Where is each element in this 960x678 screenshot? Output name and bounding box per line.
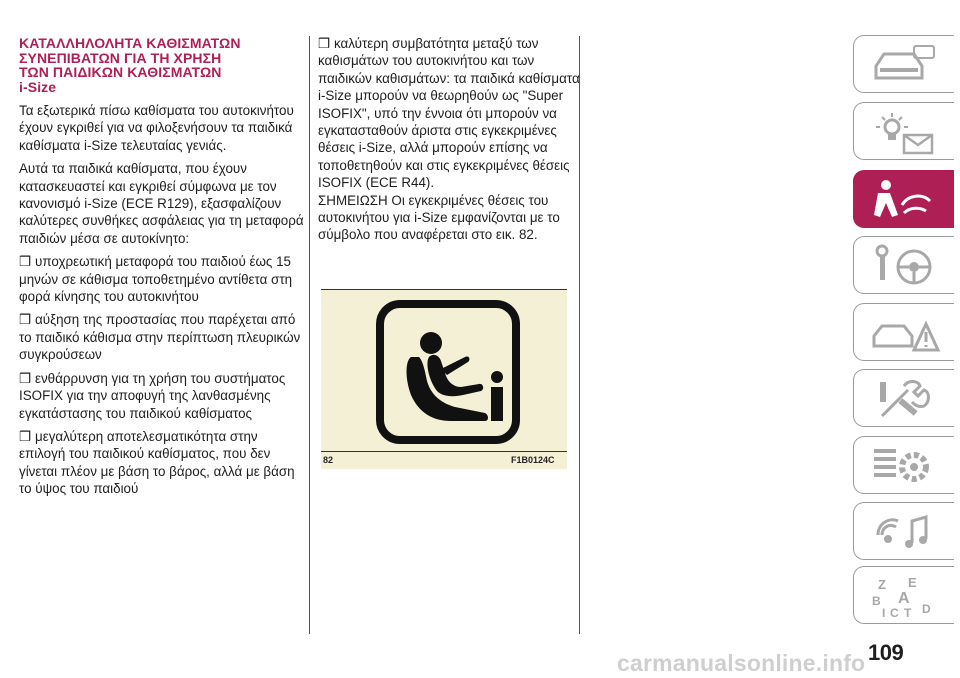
- car-accident-icon: [868, 310, 944, 356]
- car-dashboard-icon: [868, 42, 944, 88]
- bullet-text: καλύτερη συμβατότητα μεταξύ των καθισμάτων του αυτοκινήτου και των παιδικών καθισμάτων: τα παιδικά καθίσματα i-Size μπορούν να θεωρηθούν ως "Super ISOFIX", υπό την έννοια ότι μπορούν να εγκατασταθούν άριστα στις εγκεκριμένες θέσεις i-Size, αλλά μπορούν επίσης να τοποθετηθούν και στις εγκεκριμένες θέσεις ISOFIX (ECE R44).: [318, 36, 580, 191]
- paragraph: Τα εξωτερικά πίσω καθίσματα του αυτοκινήτου έχουν εγκριθεί για να φιλοξενήσουν τα παιδικά καθίσματα i-Size τελευταίας γενιάς.: [19, 103, 294, 153]
- tab-dashboard[interactable]: [853, 35, 954, 93]
- alphabetical-index-icon: [868, 573, 944, 619]
- figure-bottom-rule: [321, 451, 567, 452]
- bullet-text: μεγαλύτερη αποτελεσματικότητα στην επιλογή του παιδικού καθίσματος, που δεν γίνεται πλέον με βάση το βάρος, αλλά με βάση το ύψος του παιδιού: [19, 428, 295, 497]
- bullet-item: [19, 370, 304, 422]
- tab-multimedia[interactable]: [853, 502, 954, 560]
- airbag-seat-safety-icon: [868, 177, 944, 223]
- wrench-maintenance-icon: [868, 376, 944, 422]
- heading-line: ΤΩΝ ΠΑΙΔΙΚΩΝ ΚΑΘΙΣΜΑΤΩΝ: [19, 64, 222, 80]
- figure-number: 82: [323, 455, 334, 465]
- tab-starting-driving[interactable]: [853, 236, 954, 294]
- column-divider: [309, 36, 310, 634]
- page-number: 109: [868, 640, 904, 665]
- heading-line: i-Size: [19, 78, 57, 95]
- tab-index[interactable]: [853, 566, 954, 624]
- bullet-item: [19, 428, 304, 498]
- note-paragraph: ΣΗΜΕΙΩΣΗ Οι εγκεκριμένες θέσεις του αυτοκινήτου για i-Size εμφανίζονται με το σύμβολο που αναφέρεται στο εικ. 82.: [318, 192, 560, 243]
- figure-top-rule: [321, 289, 567, 290]
- watermark-text: carmanualsonline.info: [617, 650, 866, 676]
- svg-text:E: E: [908, 575, 917, 590]
- multimedia-music-icon: [868, 509, 944, 555]
- svg-text:D: D: [922, 602, 931, 616]
- heading-line: ΚΑΤΑΛΛΗΛΟΛΗΤΑ ΚΑΘΙΣΜΑΤΩΝ: [19, 35, 241, 51]
- bullet-item: [19, 311, 304, 363]
- text-column-left: [19, 102, 304, 504]
- bullet-box-icon: ❒: [19, 312, 32, 328]
- bullet-text: υποχρεωτική μεταφορά του παιδιού έως 15 μηνών σε κάθισμα τοποθετημένο αντίθετα στη φορά κίνησης του αυτοκινήτου: [19, 254, 293, 305]
- warning-lights-icon: [868, 109, 944, 155]
- tab-maintenance[interactable]: [853, 369, 954, 427]
- paragraph: Αυτά τα παιδικά καθίσματα, που έχουν κατασκευαστεί και εγκριθεί σύμφωνα με τον κανονισμό i-Size (ECE R129), εξασφαλίζουν καλύτερες συνθήκες ασφάλειας για τη μεταφορά παιδιών μέσα σε αυτοκίνητο:: [19, 161, 304, 246]
- bullet-box-icon: ❒: [19, 428, 32, 444]
- svg-text:T: T: [904, 606, 912, 619]
- tab-warning-lights[interactable]: [853, 102, 954, 160]
- bullet-box-icon: ❒: [19, 254, 32, 270]
- svg-text:C: C: [890, 606, 899, 619]
- svg-text:B: B: [872, 594, 881, 608]
- tab-technical-data[interactable]: [853, 436, 954, 494]
- bullet-item: [19, 253, 304, 305]
- heading-line: ΣΥΝΕΠΙΒΑΤΩΝ ΓΙΑ ΤΗ ΧΡΗΣΗ: [19, 49, 222, 66]
- tab-emergency[interactable]: [853, 303, 954, 361]
- section-heading: [19, 36, 309, 94]
- figure-code: F1B0124C: [511, 455, 555, 465]
- svg-text:Z: Z: [878, 577, 886, 592]
- bullet-text: ενθάρρυνση για τη χρήση του συστήματος ISOFIX για την αποφυγή της λανθασμένης εγκατάστασης του παιδικού καθίσματος: [19, 370, 286, 421]
- tab-safety[interactable]: [853, 170, 954, 228]
- bullet-item: [318, 35, 580, 192]
- key-steering-wheel-icon: [868, 243, 944, 289]
- svg-text:A: A: [898, 590, 910, 607]
- bullet-text: αύξηση της προστασίας που παρέχεται από το παιδικό κάθισμα στην περίπτωση πλευρικών συγκρούσεων: [19, 312, 301, 363]
- bullet-box-icon: ❒: [318, 36, 331, 51]
- svg-text:I: I: [882, 606, 886, 619]
- i-size-seat-symbol-icon: [375, 299, 521, 445]
- gear-technical-data-icon: [868, 443, 944, 489]
- text-column-right: [318, 35, 580, 250]
- bullet-box-icon: ❒: [19, 370, 32, 386]
